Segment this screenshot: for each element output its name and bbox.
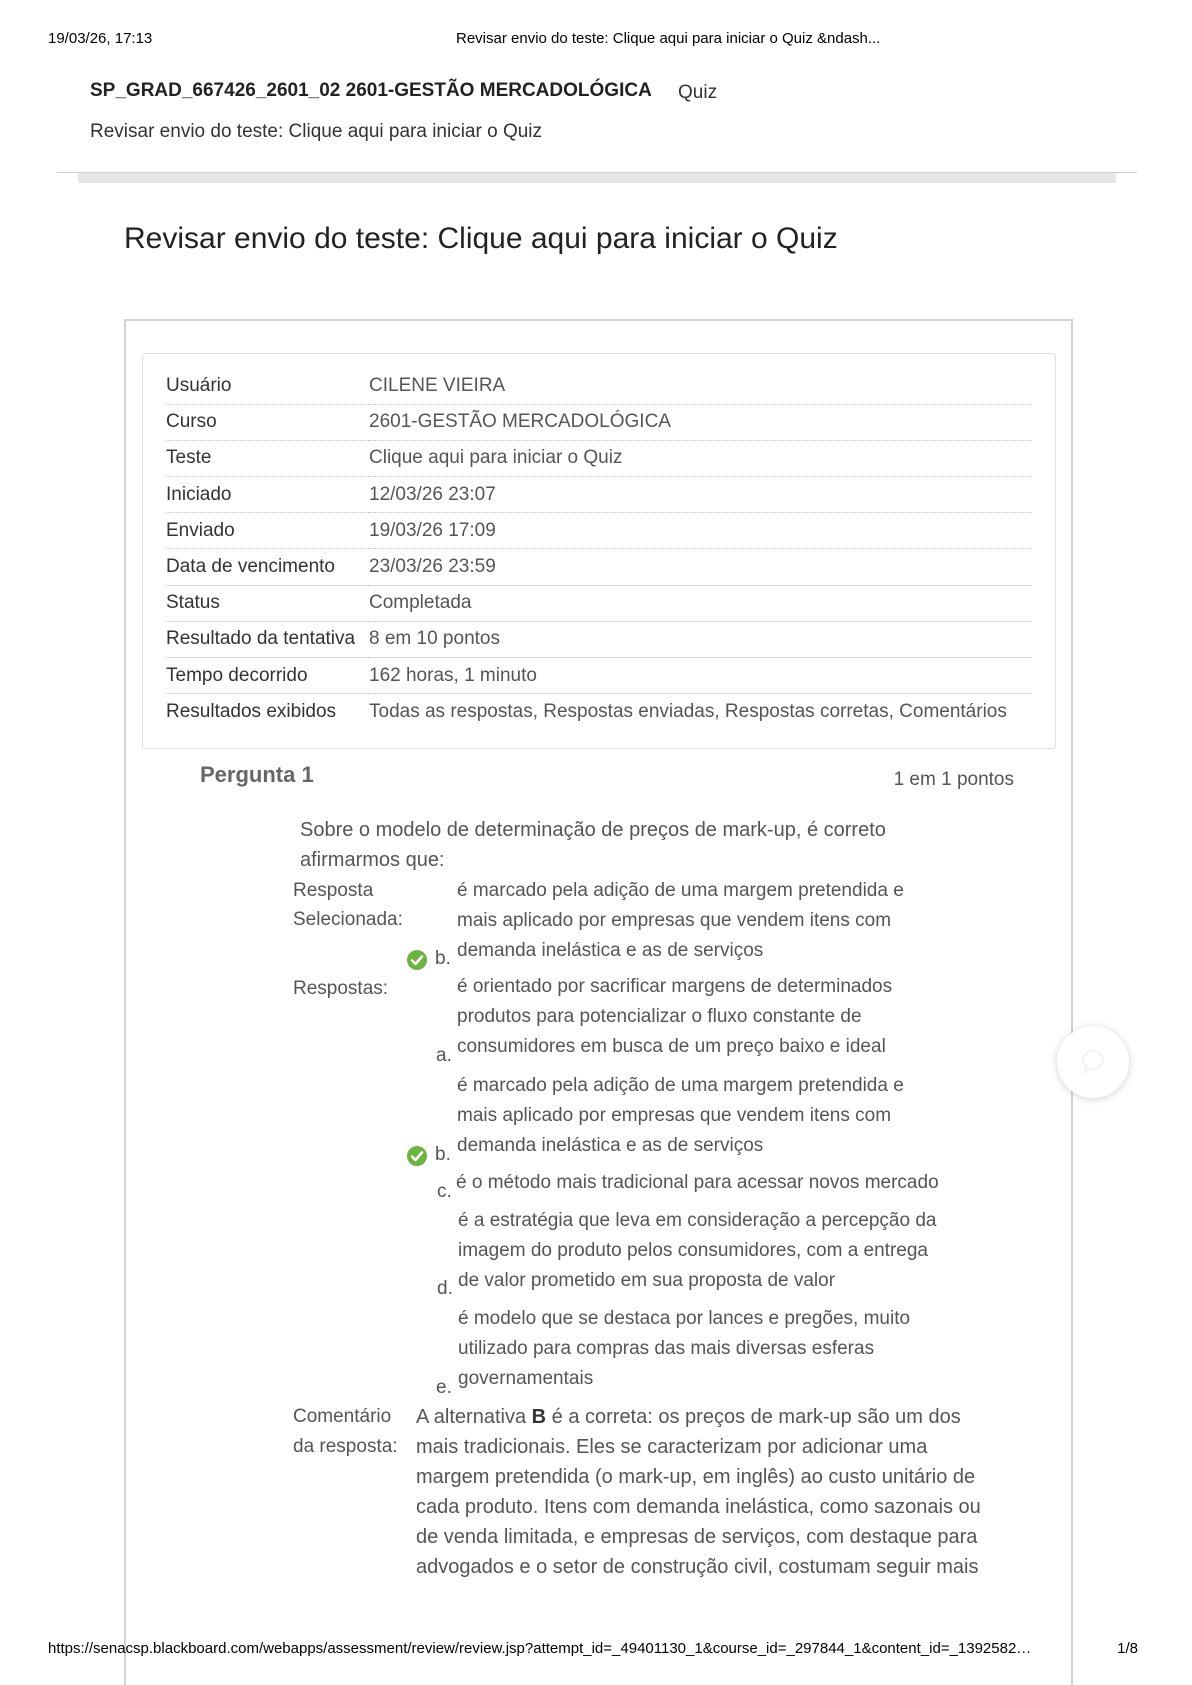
breadcrumb-course[interactable]: SP_GRAD_667426_2601_02 2601-GESTÃO MERCADOLÓGICA <box>90 80 652 101</box>
selected-answer-label <box>293 876 403 934</box>
answer-line: é a estratégia que leva em consideração a percepção da <box>458 1210 937 1231</box>
answer-line: produtos para potencializar o fluxo constante de <box>457 1006 862 1027</box>
answer-line: é marcado pela adição de uma margem pretendida e <box>457 880 904 901</box>
correct-check-icon <box>407 950 427 970</box>
info-label: Iniciado <box>166 477 369 513</box>
label-line: Comentário <box>293 1406 392 1427</box>
answer-letter-a: a. <box>436 1045 452 1066</box>
info-label: Teste <box>166 440 369 476</box>
selected-answer-letter: b. <box>435 948 451 969</box>
answer-line: consumidores em busca de um preço baixo e ideal <box>457 1036 886 1057</box>
answer-letter-c: c. <box>437 1181 452 1202</box>
info-row-status <box>166 585 1032 621</box>
answer-line: é marcado pela adição de uma margem pretendida e <box>457 1075 904 1096</box>
info-row-elapsed <box>166 658 1032 694</box>
question-points: 1 em 1 pontos <box>893 769 1014 790</box>
answer-line: imagem do produto pelos consumidores, com a entrega <box>458 1240 928 1261</box>
answer-line: é o método mais tradicional para acessar novos mercado <box>456 1172 939 1193</box>
info-value: 8 em 10 pontos <box>369 621 1032 657</box>
comment-prefix: A alternativa <box>416 1406 532 1428</box>
info-row-submitted <box>166 513 1032 549</box>
attempt-info-box <box>142 353 1056 749</box>
print-header <box>48 30 1144 52</box>
info-label: Resultados exibidos <box>166 701 337 723</box>
answer-line: é orientado por sacrificar margens de determinados <box>457 976 893 997</box>
info-row-started <box>166 477 1032 513</box>
info-value: 23/03/26 23:59 <box>369 549 1032 585</box>
info-value: 12/03/26 23:07 <box>369 477 1032 513</box>
question-text-line: Sobre o modelo de determinação de preços de mark-up, é correto <box>300 819 886 841</box>
info-value: Todas as respostas, Respostas enviadas, Respostas corretas, Comentários <box>369 701 1007 723</box>
breadcrumb-section[interactable]: Quiz <box>678 82 718 103</box>
answer-comment <box>416 1402 1016 1582</box>
comment-line: mais tradicionais. Eles se caracterizam por adicionar uma <box>416 1436 928 1458</box>
info-label: Curso <box>166 404 369 440</box>
answer-line: de valor prometido em sua proposta de valor <box>458 1270 836 1291</box>
label-line: Selecionada: <box>293 909 403 930</box>
answer-option-b <box>457 1071 904 1161</box>
info-row-due-date <box>166 549 1032 585</box>
info-row-user <box>166 368 1032 404</box>
info-value: Clique aqui para iniciar o Quiz <box>369 440 1032 476</box>
floating-help-button[interactable] <box>1057 1026 1129 1098</box>
answer-option-e <box>458 1304 910 1394</box>
info-label: Status <box>166 585 369 621</box>
question-title: Pergunta 1 <box>200 762 314 787</box>
info-label: Data de vencimento <box>166 549 369 585</box>
info-value: Completada <box>369 585 1032 621</box>
info-row-result <box>166 621 1032 657</box>
info-value: 19/03/26 17:09 <box>369 513 1032 549</box>
print-page-number: 1/8 <box>1117 1640 1138 1657</box>
attempt-info-table <box>166 368 1032 730</box>
info-value: 162 horas, 1 minuto <box>369 658 1032 694</box>
question-text-line: afirmarmos que: <box>300 849 445 871</box>
selected-answer-text <box>457 876 904 966</box>
info-value: CILENE VIEIRA <box>369 368 1032 404</box>
comment-line <box>416 1402 1016 1432</box>
correct-check-icon <box>407 1146 427 1166</box>
question-text <box>300 815 960 875</box>
print-footer-url: https://senacsp.blackboard.com/webapps/assessment/review/review.jsp?attempt_id=_49401130_1&course_id=_297844_1&content_id=_1392582… <box>48 1640 1032 1657</box>
comment-line: cada produto. Itens com demanda inelástica, como sazonais ou <box>416 1496 981 1518</box>
chat-icon <box>1077 1046 1109 1078</box>
info-value: 2601-GESTÃO MERCADOLÓGICA <box>369 404 1032 440</box>
answer-option-d <box>458 1206 936 1296</box>
comment-rest: é a correta: os preços de mark-up são um dos <box>546 1406 961 1428</box>
answer-option-c <box>456 1168 939 1198</box>
answer-line: governamentais <box>458 1368 594 1389</box>
answer-letter-b: b. <box>435 1144 451 1165</box>
comment-line: margem pretendida (o mark-up, em inglês) ao custo unitário de <box>416 1466 976 1488</box>
breadcrumb-page: Revisar envio do teste: Clique aqui para iniciar o Quiz <box>90 121 543 142</box>
page-title: Revisar envio do teste: Clique aqui para iniciar o Quiz <box>124 222 838 255</box>
comment-line: advogados e o setor de construção civil, costumam seguir mais <box>416 1556 979 1578</box>
answer-option-a <box>457 972 892 1062</box>
answer-line: utilizado para compras das mais diversas esferas <box>458 1338 875 1359</box>
answer-letter-e: e. <box>436 1377 452 1398</box>
info-row-test <box>166 440 1032 476</box>
comment-bold: B <box>531 1406 547 1428</box>
answer-line: mais aplicado por empresas que vendem itens com <box>457 910 892 931</box>
info-row-course <box>166 404 1032 440</box>
info-label: Resultado da tentativa <box>166 621 369 657</box>
info-label: Tempo decorrido <box>166 658 369 694</box>
answer-line: é modelo que se destaca por lances e pregões, muito <box>458 1308 911 1329</box>
comment-label <box>293 1402 398 1462</box>
print-footer <box>48 1640 1144 1662</box>
info-row-results-shown <box>166 694 1032 730</box>
print-title: Revisar envio do teste: Clique aqui para iniciar o Quiz &ndash... <box>456 30 881 47</box>
label-line: da resposta: <box>293 1436 398 1457</box>
label-line: Resposta <box>293 880 374 901</box>
print-date: 19/03/26, 17:13 <box>48 30 153 47</box>
info-label: Usuário <box>166 368 369 404</box>
answer-letter-d: d. <box>437 1278 453 1299</box>
answer-line: demanda inelástica e as de serviços <box>457 1135 764 1156</box>
comment-line: de venda limitada, e empresas de serviços, com destaque para <box>416 1526 978 1548</box>
header-shadow-bar <box>78 173 1116 183</box>
info-label: Enviado <box>166 513 369 549</box>
answer-line: demanda inelástica e as de serviços <box>457 940 764 961</box>
answer-line: mais aplicado por empresas que vendem itens com <box>457 1105 892 1126</box>
answers-label: Respostas: <box>293 978 389 999</box>
